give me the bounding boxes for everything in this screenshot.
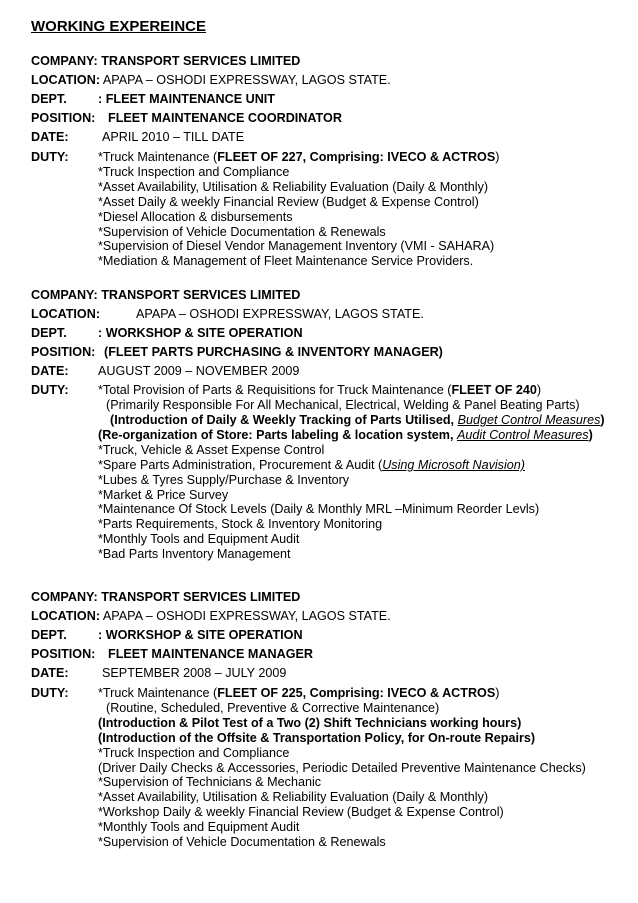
dept-value: : FLEET MAINTENANCE UNIT	[98, 92, 276, 106]
duty-emphasis: FLEET OF 227, Comprising: IVECO & ACTROS	[217, 150, 496, 164]
duty-emphasis: Using Microsoft Navision)	[382, 458, 525, 472]
duty-label: DUTY:	[31, 686, 69, 700]
duty-text: *Spare Parts Administration, Procurement & Audit (	[98, 458, 383, 472]
duty-item: (Routine, Scheduled, Preventive & Corrective Maintenance)	[106, 701, 440, 715]
date-label: DATE:	[31, 364, 69, 378]
duty-label: DUTY:	[31, 150, 69, 164]
position-value: FLEET MAINTENANCE COORDINATOR	[108, 111, 342, 125]
section-heading: WORKING EXPEREINCE	[31, 18, 207, 35]
location-label: LOCATION:	[31, 609, 101, 623]
duty-item: *Monthly Tools and Equipment Audit	[98, 532, 300, 546]
duty-item: *Truck Inspection and Compliance	[98, 746, 290, 760]
date-value: SEPTEMBER 2008 – JULY 2009	[102, 666, 287, 680]
duty-item: (Introduction & Pilot Test of a Two (2) Shift Technicians working hours)	[98, 716, 522, 730]
duty-item: *Asset Daily & weekly Financial Review (Budget & Expense Control)	[98, 195, 479, 209]
position-label: POSITION:	[31, 111, 96, 125]
duty-item: *Lubes & Tyres Supply/Purchase & Inventory	[98, 473, 350, 487]
duty-item: *Market & Price Survey	[98, 488, 229, 502]
dept-label: DEPT.	[31, 92, 67, 106]
company-line: COMPANY: TRANSPORT SERVICES LIMITED	[31, 590, 301, 604]
position-label: POSITION:	[31, 647, 96, 661]
location-value: APAPA – OSHODI EXPRESSWAY, LAGOS STATE.	[100, 609, 391, 623]
duty-item	[98, 686, 499, 701]
duty-item	[110, 413, 605, 428]
dept-value: : WORKSHOP & SITE OPERATION	[98, 628, 303, 642]
duty-item	[98, 383, 541, 398]
duty-emphasis: Budget Control Measures	[457, 413, 601, 427]
location-value: APAPA – OSHODI EXPRESSWAY, LAGOS STATE.	[136, 307, 424, 321]
duty-text-end: )	[536, 383, 542, 397]
duty-item: (Driver Daily Checks & Accessories, Periodic Detailed Preventive Maintenance Checks)	[98, 761, 586, 775]
location-value: APAPA – OSHODI EXPRESSWAY, LAGOS STATE.	[100, 73, 391, 87]
duty-text: *Truck Maintenance (	[98, 150, 218, 164]
date-label: DATE:	[31, 666, 69, 680]
date-value: AUGUST 2009 – NOVEMBER 2009	[98, 364, 300, 378]
duty-item: *Supervision of Vehicle Documentation & Renewals	[98, 835, 386, 849]
duty-item: (Primarily Responsible For All Mechanical, Electrical, Welding & Panel Beating Parts)	[106, 398, 580, 412]
duty-item	[98, 428, 593, 443]
duty-item: *Bad Parts Inventory Management	[98, 547, 291, 561]
duty-item	[98, 458, 525, 473]
duty-label: DUTY:	[31, 383, 69, 397]
position-label: POSITION:	[31, 345, 96, 359]
company-line: COMPANY: TRANSPORT SERVICES LIMITED	[31, 288, 301, 302]
duty-text: (Re-organization of Store: Parts labeling & location system,	[98, 428, 457, 442]
duty-item: *Parts Requirements, Stock & Inventory Monitoring	[98, 517, 383, 531]
duty-item: *Truck Inspection and Compliance	[98, 165, 290, 179]
date-value: APRIL 2010 – TILL DATE	[102, 130, 245, 144]
duty-text-end: )	[495, 150, 500, 164]
duty-item: *Supervision of Vehicle Documentation & Renewals	[98, 225, 386, 239]
duty-text: *Truck Maintenance (	[98, 686, 218, 700]
duty-item: *Maintenance Of Stock Levels (Daily & Monthly MRL –Minimum Reorder Levls)	[98, 502, 540, 516]
duty-item: *Truck, Vehicle & Asset Expense Control	[98, 443, 325, 457]
duty-item	[98, 150, 499, 165]
dept-value: : WORKSHOP & SITE OPERATION	[98, 326, 303, 340]
duty-item: *Asset Availability, Utilisation & Reliability Evaluation (Daily & Monthly)	[98, 180, 489, 194]
duty-text-end: )	[600, 413, 605, 427]
duty-emphasis: FLEET OF 225, Comprising: IVECO & ACTROS	[217, 686, 496, 700]
dept-label: DEPT.	[31, 628, 67, 642]
duty-text-end: )	[588, 428, 593, 442]
position-value: (FLEET PARTS PURCHASING & INVENTORY MANAGER)	[104, 345, 443, 359]
duty-item: *Supervision of Diesel Vendor Management Inventory (VMI - SAHARA)	[98, 239, 495, 253]
location-line	[31, 73, 391, 88]
duty-text: *Total Provision of Parts & Requisitions for Truck Maintenance (	[98, 383, 452, 397]
duty-item: *Mediation & Management of Fleet Maintenance Service Providers.	[98, 254, 474, 268]
location-label: LOCATION:	[31, 307, 101, 321]
dept-label: DEPT.	[31, 326, 67, 340]
duty-item: *Supervision of Technicians & Mechanic	[98, 775, 322, 789]
date-label: DATE:	[31, 130, 69, 144]
duty-text-end: )	[495, 686, 500, 700]
location-label: LOCATION:	[31, 73, 101, 87]
duty-item: *Diesel Allocation & disbursements	[98, 210, 293, 224]
duty-item: *Workshop Daily & weekly Financial Review (Budget & Expense Control)	[98, 805, 504, 819]
duty-item: (Introduction of the Offsite & Transportation Policy, for On-route Repairs)	[98, 731, 536, 745]
position-value: FLEET MAINTENANCE MANAGER	[108, 647, 313, 661]
duty-emphasis: FLEET OF 240	[451, 383, 537, 397]
duty-item: *Asset Availability, Utilisation & Reliability Evaluation (Daily & Monthly)	[98, 790, 489, 804]
company-line: COMPANY: TRANSPORT SERVICES LIMITED	[31, 54, 301, 68]
duty-item: *Monthly Tools and Equipment Audit	[98, 820, 300, 834]
location-line	[31, 609, 391, 624]
duty-text: (Introduction of Daily & Weekly Tracking of Parts Utilised,	[110, 413, 458, 427]
duty-emphasis: Audit Control Measures	[456, 428, 589, 442]
